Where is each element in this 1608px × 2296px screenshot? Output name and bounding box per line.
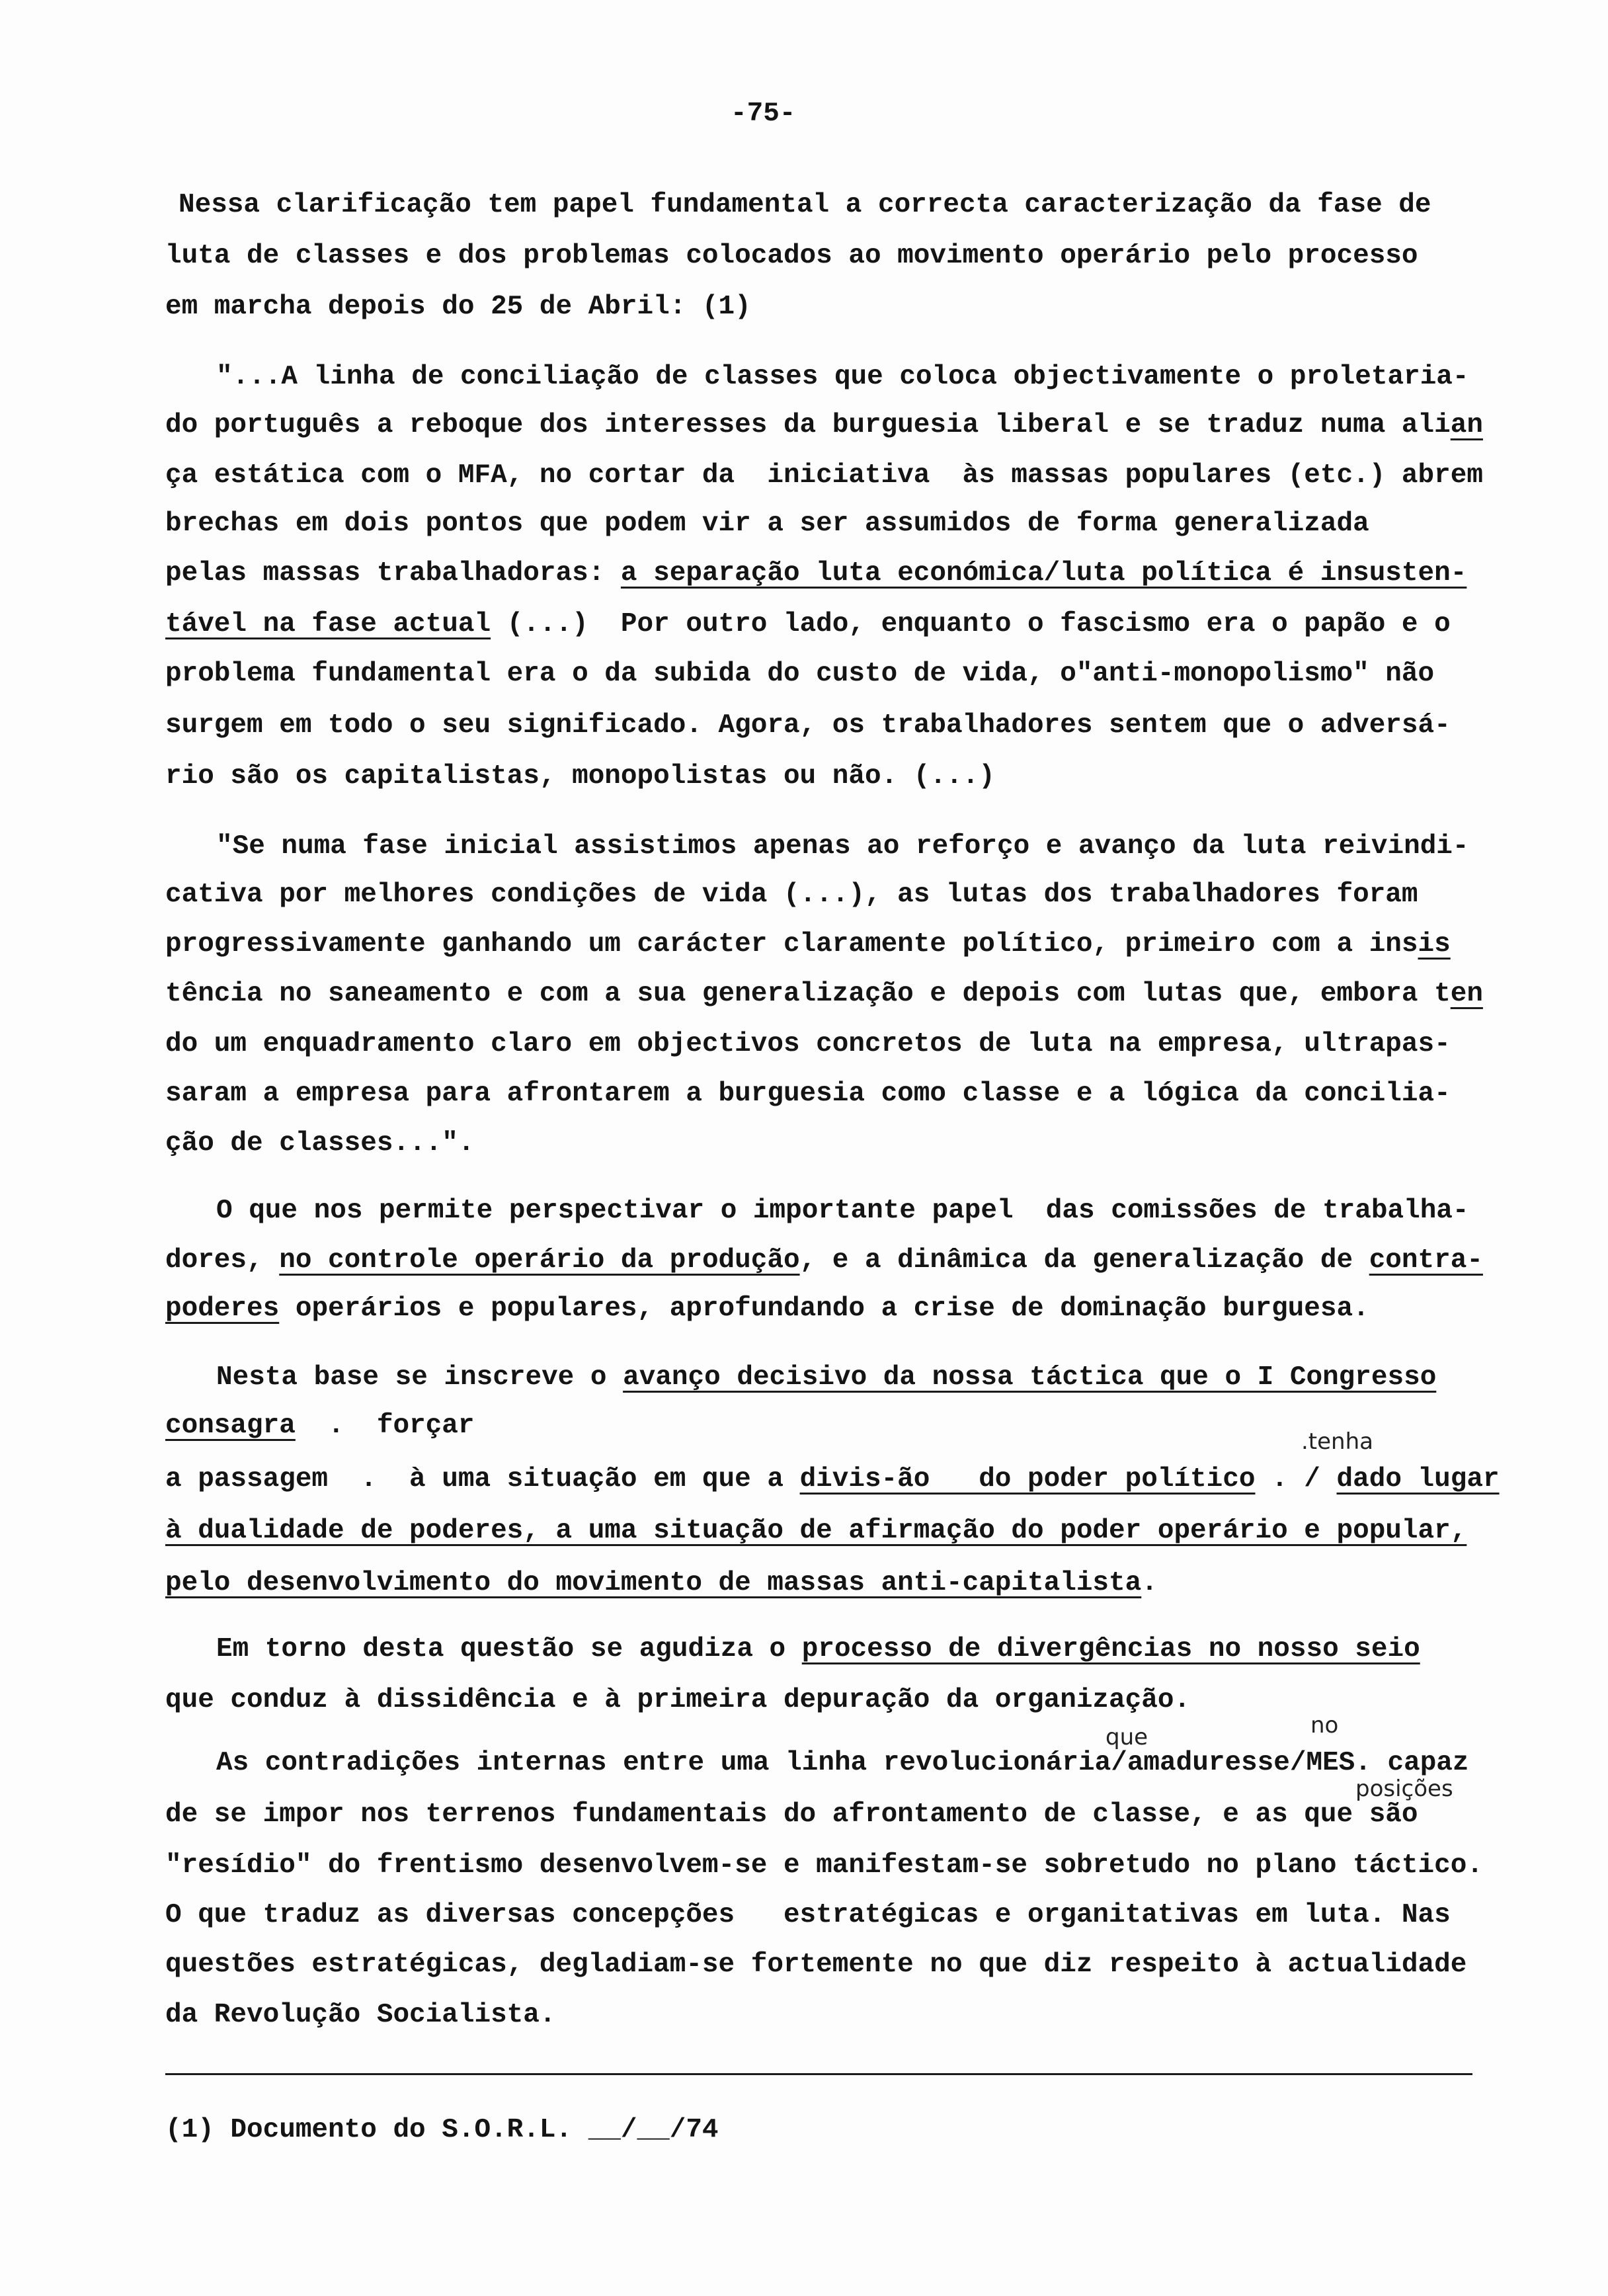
underlined-text: is [1418, 929, 1451, 960]
line-text: Nesta base se inscreve o [216, 1362, 623, 1393]
quote-line [165, 1130, 474, 1157]
paragraph-line [165, 1413, 475, 1440]
underlined-text: processo de divergências no nosso seio [801, 1634, 1420, 1664]
underlined-text: no controle operário da produção [279, 1245, 800, 1276]
line-text: da Revolução Socialista. [165, 2000, 556, 2030]
footnote-rule [165, 2073, 1472, 2075]
line-text: pelas massas trabalhadoras: [165, 558, 621, 589]
paragraph-line [216, 1636, 1420, 1663]
line-text: de se impor nos terrenos fundamentais do afrontamento de classe, e as que são [165, 1799, 1418, 1830]
paragraph-line [179, 192, 1431, 219]
quote-line [165, 412, 1483, 439]
paragraph-line [165, 1687, 1190, 1714]
line-text: questões estratégicas, degladiam-se fortemente no que diz respeito à actualidade [165, 1949, 1467, 1980]
line-text: brechas em dois pontos que podem vir a ser assumidos de forma generalizada [165, 509, 1369, 539]
line-text: tência no saneamento e com a sua generalização e depois com lutas que, embora t [165, 979, 1451, 1009]
underlined-text: contra- [1369, 1245, 1483, 1276]
line-text: operários e populares, aprofundando a crise de dominação burguesa. [279, 1293, 1369, 1324]
underlined-text: pelo desenvolvimento do movimento de massas anti-capitalista [165, 1568, 1142, 1598]
line-text: em marcha depois do 25 de Abril: (1) [165, 292, 751, 322]
handwritten-note: que [1106, 1724, 1148, 1750]
underlined-text: à dualidade de poderes, a uma situação de afirmação do poder operário e popular, [165, 1516, 1467, 1546]
underlined-text: en [1450, 979, 1483, 1009]
underlined-text: tável na fase actual [165, 609, 491, 639]
paragraph-line [216, 1750, 1469, 1777]
paragraph-line [165, 1801, 1418, 1828]
quote-line [216, 833, 1469, 860]
underlined-text: avanço decisivo da nossa táctica que o I Congresso [623, 1362, 1437, 1393]
line-text: progressivamente ganhando um carácter claramente político, primeiro com a ins [165, 929, 1418, 960]
quote-line [165, 712, 1451, 739]
paragraph-line [165, 2002, 556, 2029]
quote-line [165, 931, 1451, 958]
quote-line [165, 661, 1434, 688]
underlined-text: divis-ão do poder político [799, 1464, 1256, 1495]
quote-line [165, 882, 1418, 909]
line-text: surgem em todo o seu significado. Agora, os trabalhadores sentem que o adversá- [165, 710, 1451, 741]
line-text: Nessa clarificação tem papel fundamental a correcta caracterização da fase de [179, 190, 1431, 220]
paragraph-line [165, 1570, 1158, 1597]
page-number: -75- [731, 99, 796, 129]
line-text: . / [1255, 1464, 1337, 1495]
paragraph-line [165, 1295, 1369, 1323]
quote-line [165, 1031, 1451, 1058]
line-text: cativa por melhores condições de vida (...), as lutas dos trabalhadores foram [165, 880, 1418, 910]
handwritten-note: no [1310, 1712, 1339, 1739]
paragraph-line [165, 1518, 1467, 1545]
line-text: problema fundamental era o da subida do custo de vida, o"anti-monopolismo" não [165, 659, 1435, 689]
line-text: rio são os capitalistas, monopolistas ou não. (...) [165, 761, 995, 792]
quote-line [165, 560, 1467, 587]
underlined-text: a separação luta económica/luta política é insusten- [620, 558, 1467, 589]
paragraph-line [216, 1198, 1469, 1225]
line-text: do um enquadramento claro em objectivos concretos de luta na empresa, ultrapas- [165, 1029, 1451, 1059]
paragraph-line [165, 1247, 1483, 1274]
line-text: O que nos permite perspectivar o importante papel das comissões de trabalha- [216, 1196, 1469, 1226]
line-text: "resídio" do frentismo desenvolvem-se e manifestam-se sobretudo no plano táctico. [165, 1850, 1483, 1881]
line-text: saram a empresa para afrontarem a burguesia como classe e a lógica da concilia- [165, 1079, 1451, 1109]
quote-line [165, 981, 1483, 1008]
quote-line [165, 511, 1369, 538]
line-text: . forçar [295, 1411, 475, 1441]
line-text: luta de classes e dos problemas colocados ao movimento operário pelo processo [165, 241, 1418, 271]
quote-line [165, 611, 1451, 638]
footnote: (1) Documento do S.O.R.L. __/__/74 [165, 2115, 719, 2145]
paragraph-line [165, 1852, 1483, 1879]
line-text: As contradições internas entre uma linha revolucionária/amaduresse/MES. capaz [216, 1748, 1469, 1778]
line-text: , e a dinâmica da generalização de [799, 1245, 1369, 1276]
handwritten-note: .tenha [1301, 1428, 1373, 1455]
line-text: "Se numa fase inicial assistimos apenas ao reforço e avanço da luta reivindi- [216, 831, 1469, 862]
underlined-text: poderes [165, 1293, 280, 1324]
line-text: do português a reboque dos interesses da burguesia liberal e se traduz numa ali [165, 410, 1451, 440]
line-text: "...A linha de conciliação de classes que coloca objectivamente o proletaria- [216, 362, 1469, 392]
line-text: O que traduz as diversas concepções estratégicas e organitativas em luta. Nas [165, 1900, 1451, 1930]
quote-line [165, 763, 995, 790]
line-text: (...) Por outro lado, enquanto o fascismo era o papão e o [491, 609, 1451, 639]
line-text: dores, [165, 1245, 280, 1276]
underlined-text: an [1450, 410, 1483, 440]
quote-line [216, 364, 1469, 391]
line-text: Em torno desta questão se agudiza o [216, 1634, 802, 1664]
paragraph-line [165, 1466, 1500, 1493]
line-text: ça estática com o MFA, no cortar da iniciativa às massas populares (etc.) abrem [165, 460, 1483, 491]
quote-line [165, 462, 1483, 489]
quote-line [165, 1081, 1451, 1108]
line-text: a passagem . à uma situação em que a [165, 1464, 800, 1495]
paragraph-line [165, 294, 751, 321]
line-text: ção de classes...". [165, 1128, 475, 1159]
paragraph-line [216, 1364, 1436, 1391]
underlined-text: consagra [165, 1411, 296, 1441]
line-text: . [1141, 1568, 1158, 1598]
paragraph-line [165, 243, 1418, 270]
paragraph-line [165, 1951, 1467, 1979]
paragraph-line [165, 1902, 1451, 1929]
handwritten-note: posições [1355, 1776, 1453, 1802]
underlined-text: dado lugar [1336, 1464, 1500, 1495]
line-text: que conduz à dissidência e à primeira depuração da organização. [165, 1685, 1191, 1715]
